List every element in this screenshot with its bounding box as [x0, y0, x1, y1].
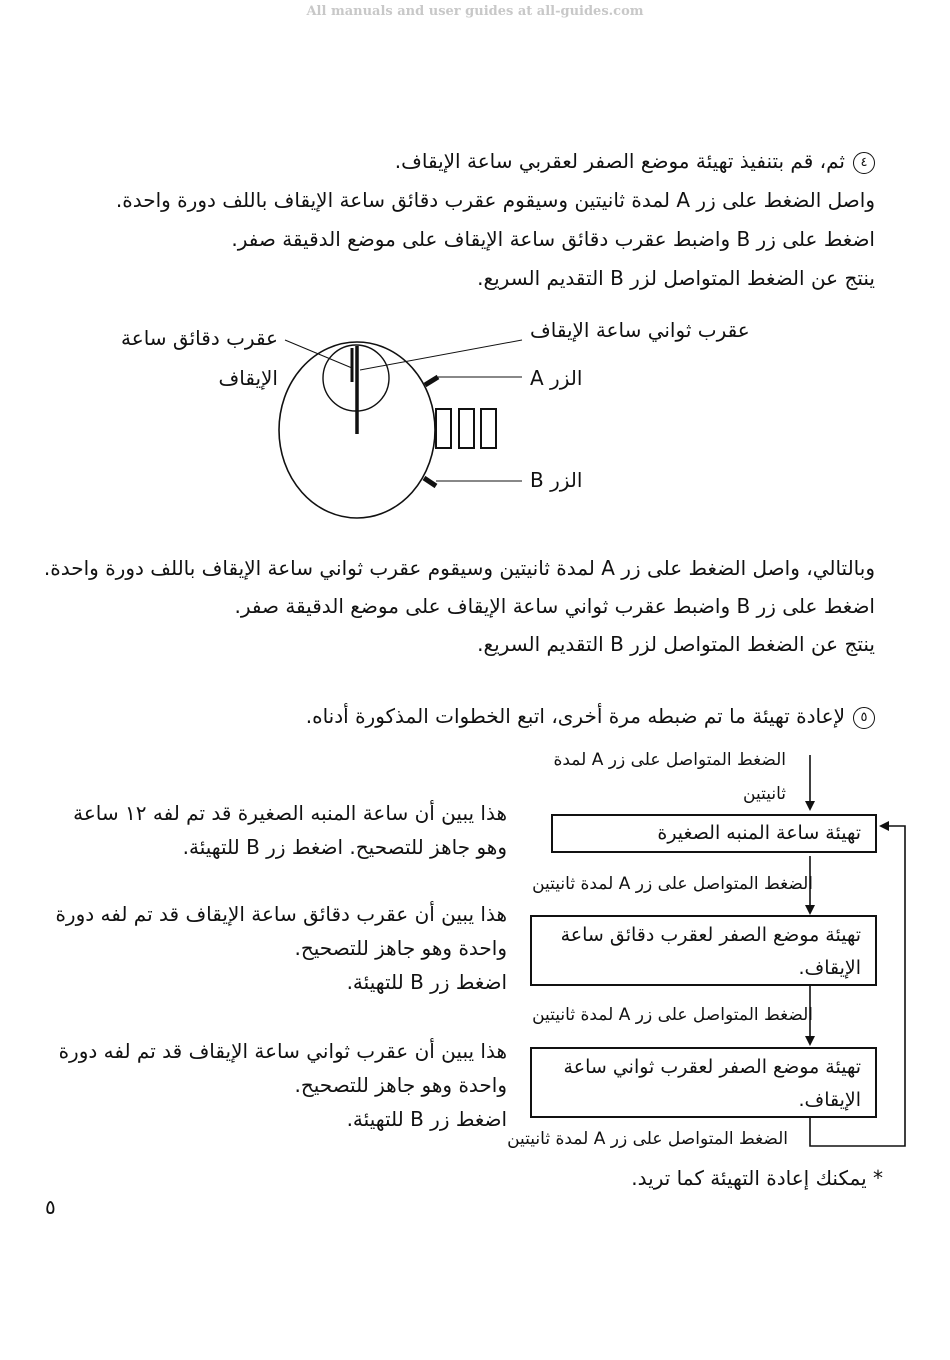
- note-1-line-2: وهو جاهز للتصحيح. اضغط زر B للتهيئة.: [182, 835, 507, 859]
- step5-line: ٥لإعادة تهيئة ما تم ضبطه مرة أخرى، اتبع الخطوات المذكورة أدناه.: [306, 703, 875, 729]
- button-b-label: الزر B: [530, 468, 583, 492]
- paragraph2-line-3: ينتج عن الضغط المتواصل لزر B التقديم السريع.: [477, 632, 875, 656]
- note-2-line-1: هذا يبين أن عقرب دقائق ساعة الإيقاف قد تم لفه دورة: [55, 902, 507, 926]
- step-number-5: ٥: [853, 707, 875, 729]
- flow-start-line-1: الضغط المتواصل على زر A لمدة: [553, 750, 786, 770]
- flow-start-line-2: ثانيتين: [743, 784, 786, 804]
- flow-step-b: الضغط المتواصل على زر A لمدة ثانيتين: [532, 1005, 813, 1025]
- flow-box-2-line-2: الإيقاف.: [798, 957, 861, 979]
- minute-hand-label-2: الإيقاف: [218, 366, 278, 390]
- flow-step-a: الضغط المتواصل على زر A لمدة ثانيتين: [532, 874, 813, 894]
- note-2-line-3: اضغط زر B للتهيئة.: [346, 970, 507, 994]
- paragraph2-line-2: اضغط على زر B واضبط عقرب ثواني ساعة الإيقاف على موضع الدقيقة صفر.: [234, 594, 875, 618]
- flow-step-c: الضغط المتواصل على زر A لمدة ثانيتين: [507, 1129, 788, 1149]
- flow-box-3-line-2: الإيقاف.: [798, 1089, 861, 1111]
- step-number-4: ٤: [853, 152, 875, 174]
- flow-box-3-line-1: تهيئة موضع الصفر لعقرب ثواني ساعة: [563, 1056, 861, 1078]
- step4-line-2: واصل الضغط على زر A لمدة ثانيتين وسيقوم عقرب دقائق ساعة الإيقاف باللف دورة واحدة.: [115, 188, 875, 212]
- minute-hand-label-1: عقرب دقائق ساعة: [121, 326, 278, 350]
- note-3-line-3: اضغط زر B للتهيئة.: [346, 1107, 507, 1131]
- page-number: ٥: [45, 1195, 56, 1219]
- step4-line-4: ينتج عن الضغط المتواصل لزر B التقديم السريع.: [477, 266, 875, 290]
- button-a-label: الزر A: [530, 366, 583, 390]
- step4-line-1: ٤ثم، قم بتنفيذ تهيئة موضع الصفر لعقربي ساعة الإيقاف.: [395, 148, 875, 174]
- flow-box-1: تهيئة ساعة المنبه الصغيرة: [551, 814, 877, 853]
- note-1-line-1: هذا يبين أن ساعة المنبه الصغيرة قد تم لفه ١٢ ساعة: [73, 801, 507, 825]
- step4-line-3: اضغط على زر B واضبط عقرب دقائق ساعة الإيقاف على موضع الدقيقة صفر.: [231, 227, 875, 251]
- flow-box-3: [530, 1047, 877, 1118]
- flow-box-2: [530, 915, 877, 986]
- note-3-line-1: هذا يبين أن عقرب ثواني ساعة الإيقاف قد تم لفه دورة: [58, 1039, 507, 1063]
- watermark: All manuals and user guides at all-guides.com: [306, 4, 644, 19]
- note-3-line-2: واحدة وهو جاهز للتصحيح.: [294, 1073, 507, 1097]
- note-2-line-2: واحدة وهو جاهز للتصحيح.: [294, 936, 507, 960]
- paragraph2-line-1: وبالتالي، واصل الضغط على زر A لمدة ثانيتين وسيقوم عقرب ثواني ساعة الإيقاف باللف دورة واحدة.: [43, 556, 875, 580]
- footnote: * يمكنك إعادة التهيئة كما تريد.: [631, 1166, 883, 1190]
- flow-box-2-line-1: تهيئة موضع الصفر لعقرب دقائق ساعة: [560, 924, 861, 946]
- second-hand-label: عقرب ثواني ساعة الإيقاف: [530, 318, 750, 342]
